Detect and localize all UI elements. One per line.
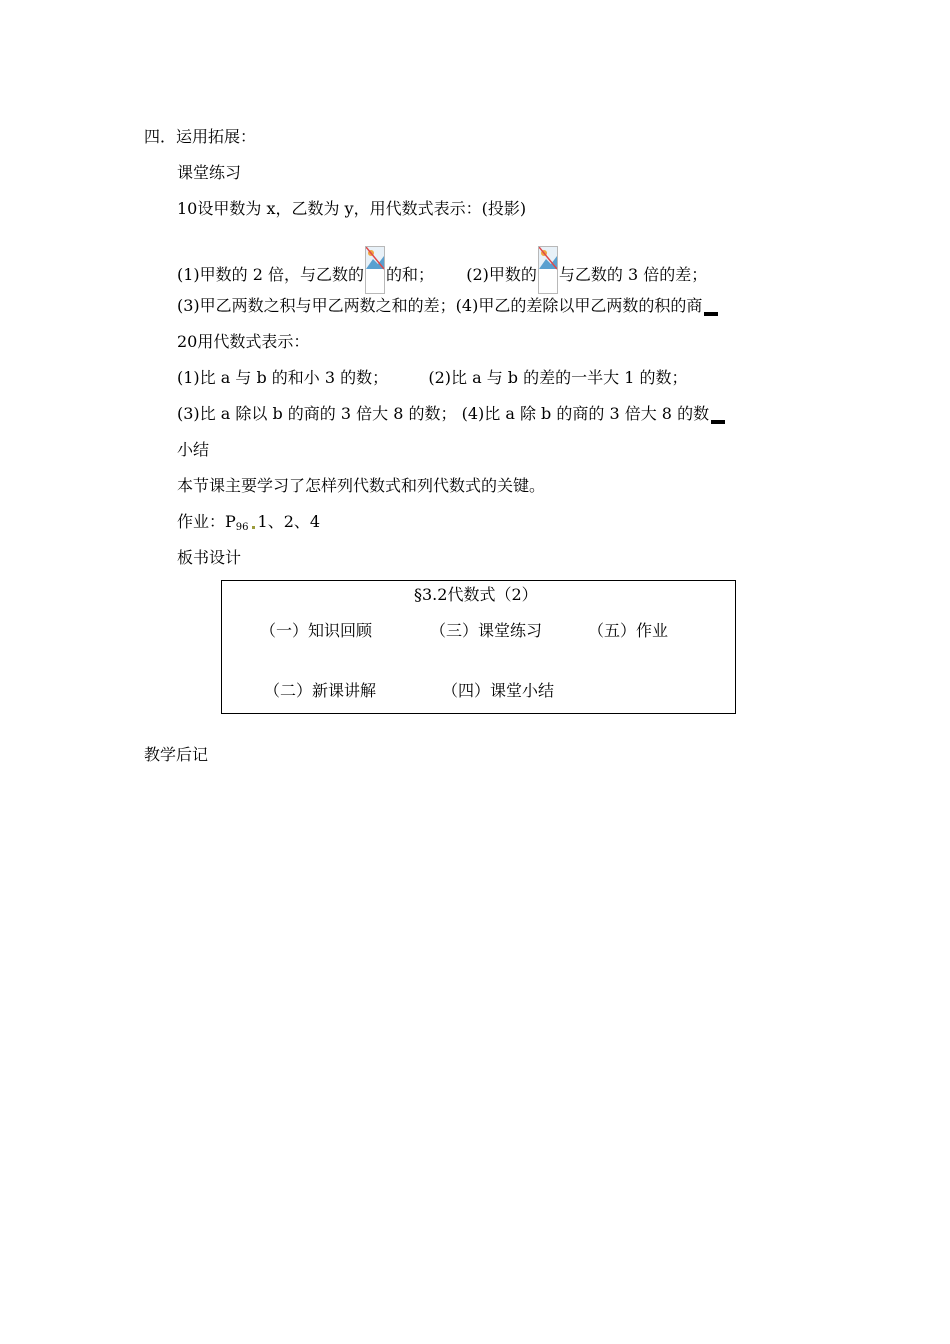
- section-heading: 四．运用拓展：: [144, 127, 257, 146]
- homework-items: 1、2、4: [257, 512, 321, 531]
- board-item-new-lesson: （二）新课讲解: [264, 681, 377, 700]
- board-item-summary: （四）课堂小结: [442, 681, 555, 700]
- q2-line2-text: (3)比 a 除以 b 的商的 3 倍大 8 的数； (4)比 a 除 b 的商的 3 倍大 8 的数: [177, 404, 710, 423]
- board-item-homework: （五）作业: [588, 621, 669, 640]
- missing-image-icon: [365, 246, 385, 294]
- question-1-stem: 10设甲数为 x，乙数为 y，用代数式表示：(投影): [177, 199, 527, 218]
- board-item-practice: （三）课堂练习: [430, 621, 543, 640]
- board-title: §3.2代数式（2）: [414, 585, 538, 604]
- homework-page-number: 96: [235, 522, 249, 533]
- summary-heading: 小结: [177, 440, 210, 459]
- board-design-box: [221, 580, 736, 714]
- question-2-stem: 20用代数式表示：: [177, 332, 310, 351]
- summary-text: 本节课主要学习了怎样列代数式和列代数式的关键。: [177, 476, 546, 495]
- end-mark-icon: [711, 420, 725, 424]
- question-2-line-1: [177, 368, 688, 388]
- question-1-line-1: [177, 246, 707, 294]
- q1-part2-tail: 与乙数的 3 倍的差；: [558, 265, 708, 284]
- q1-part1-tail: 的和；: [386, 265, 435, 284]
- homework-line: [177, 512, 320, 538]
- q1-part2-text: (2)甲数的: [466, 265, 537, 284]
- bullet-dot-icon: [252, 526, 255, 529]
- teaching-postscript-heading: 教学后记: [144, 745, 209, 764]
- homework-label: 作业：P: [177, 512, 236, 531]
- question-2-line-2: [177, 404, 725, 424]
- question-1-line-2: [177, 296, 718, 316]
- board-item-review: （一）知识回顾: [260, 621, 373, 640]
- end-mark-icon: [704, 312, 718, 316]
- classroom-practice-heading: 课堂练习: [177, 163, 242, 182]
- q2-part2-text: (2)比 a 与 b 的差的一半大 1 的数；: [428, 368, 688, 387]
- q1-part1-text: (1)甲数的 2 倍，与乙数的: [177, 265, 365, 284]
- q2-part1-text: (1)比 a 与 b 的和小 3 的数；: [177, 368, 389, 387]
- q1-line2-text: (3)甲乙两数之积与甲乙两数之和的差；(4)甲乙的差除以甲乙两数的积的商: [177, 296, 703, 315]
- board-design-heading: 板书设计: [177, 548, 242, 567]
- missing-image-icon: [538, 246, 558, 294]
